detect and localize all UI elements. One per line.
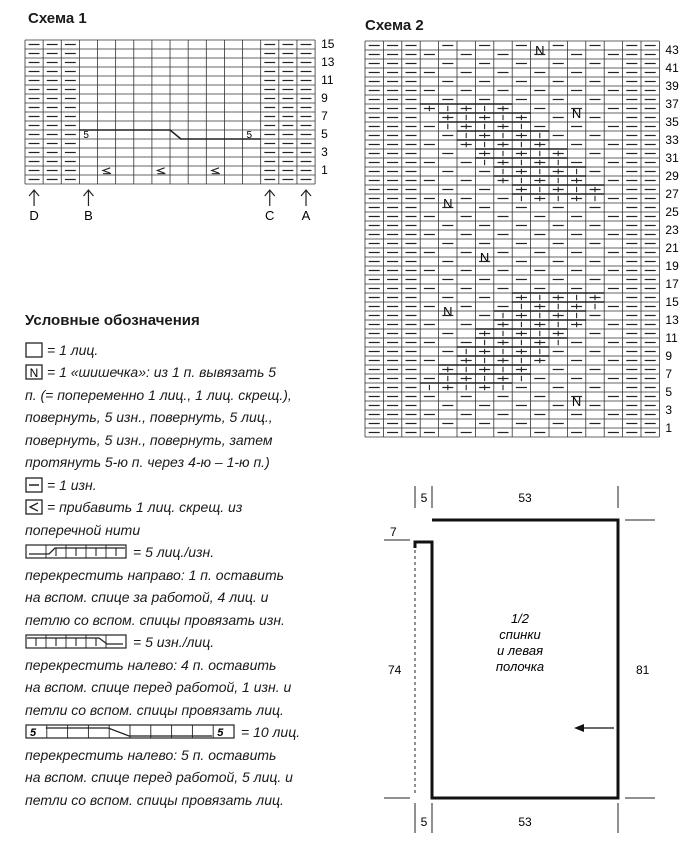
scheme2-title: Схема 2 [365, 17, 424, 34]
legend-title: Условные обозначения [25, 312, 200, 329]
dim-bottom-right: 53 [518, 815, 532, 829]
row-number: 33 [665, 133, 679, 147]
dim-top-left: 5 [420, 491, 428, 505]
legend-text: перекрестить налево: 5 п. оставить [25, 746, 277, 763]
row-number: 25 [665, 205, 679, 219]
increase-symbol-icon [25, 499, 43, 515]
increase-stitch [103, 168, 110, 173]
row-number: 15 [321, 37, 335, 51]
cross-line [27, 638, 123, 644]
cross-10-symbol-icon [25, 724, 237, 740]
increase-stitch [212, 168, 219, 173]
column-label: C [265, 208, 275, 223]
legend-text: перекрестить направо: 1 п. оставить [25, 566, 284, 583]
legend-item-cross-left: = 5 изн./лиц. [25, 631, 355, 654]
cable-number: 5 [217, 727, 224, 739]
row-number: 43 [665, 43, 679, 57]
row-number: 19 [665, 259, 679, 273]
row-number: 35 [665, 115, 679, 129]
legend [25, 310, 355, 811]
column-label: A [301, 208, 311, 223]
dim-side-small: 7 [390, 525, 397, 539]
row-number: 41 [665, 61, 679, 75]
legend-text: протянуть 5-ю п. через 4-ю – 1-ю п.) [25, 454, 270, 470]
piece-label-2: спинки [499, 627, 541, 642]
row-number: 29 [665, 169, 679, 183]
row-number: 9 [321, 91, 328, 105]
row-number: 5 [665, 385, 673, 399]
legend-text: на вспом. спице за работой, 4 лиц. и [25, 589, 269, 605]
row-number: 1 [665, 421, 673, 435]
bobble-stitch: N [571, 394, 582, 409]
piece-label-3: и левая [496, 643, 544, 658]
row-number: 27 [665, 187, 679, 201]
legend-text: поперечной нити [25, 521, 141, 538]
legend-item-knit: = 1 лиц. [25, 339, 355, 362]
legend-text: повернуть, 5 изн., повернуть, затем [25, 431, 273, 448]
legend-item-bobble: N = 1 «шишечка»: из 1 п. вывязать 5 [25, 361, 355, 384]
cross-left-symbol-icon [25, 634, 129, 650]
knit-symbol-icon [25, 342, 43, 358]
cable-number: 5 [83, 130, 89, 141]
scheme1-title: Схема 1 [28, 10, 87, 27]
row-number: 37 [665, 97, 679, 111]
cross-line [46, 728, 212, 736]
legend-text: петли со вспом. спицы провязать лиц. [25, 791, 284, 808]
cross-right-symbol-icon [25, 544, 129, 560]
pattern-schematic [370, 478, 670, 848]
cross-line [29, 548, 125, 554]
legend-text: петлю со вспом. спицы провязать изн. [25, 611, 285, 628]
dim-right-height: 81 [636, 663, 650, 677]
bobble-stitch: N [479, 250, 490, 265]
piece-label-1: 1/2 [510, 611, 530, 626]
column-label: D [29, 208, 39, 223]
row-number: 13 [321, 55, 335, 69]
row-number: 17 [665, 277, 679, 291]
legend-text: петли со вспом. спицы провязать лиц. [25, 701, 284, 718]
cable-number: 5 [30, 727, 37, 739]
legend-text: на вспом. спице перед работой, 5 лиц. и [25, 769, 293, 785]
column-label: B [84, 208, 93, 223]
purl-symbol-icon [25, 477, 43, 493]
row-number: 5 [321, 127, 328, 141]
row-number: 31 [665, 151, 679, 165]
dim-left-height: 74 [388, 663, 402, 677]
svg-text:N: N [29, 366, 39, 380]
bobble-stitch: N [443, 196, 453, 211]
scheme1-chart [20, 30, 350, 230]
legend-text: повернуть, 5 изн., повернуть, 5 лиц., [25, 409, 273, 425]
bobble-symbol-icon [25, 364, 43, 380]
row-number: 39 [665, 79, 679, 93]
scheme2-chart [360, 36, 690, 446]
row-number: 23 [665, 223, 679, 237]
arrow-left-icon [574, 724, 584, 732]
row-number: 9 [665, 349, 673, 363]
legend-item-cross-10: 5 5 = 10 лиц. [25, 721, 355, 744]
row-number: 3 [321, 145, 328, 159]
piece-label-4: полочка [495, 659, 545, 674]
row-number: 7 [665, 367, 673, 381]
row-number: 7 [321, 109, 328, 123]
dim-top-right: 53 [518, 491, 532, 505]
increase-stitch [157, 168, 164, 173]
row-number: 11 [321, 73, 334, 87]
row-number: 3 [665, 403, 673, 417]
legend-text: п. (= попеременно 1 лиц., 1 лиц. скрещ.), [25, 386, 292, 403]
legend-item-purl: = 1 изн. [25, 474, 355, 497]
legend-item-increase: = прибавить 1 лиц. скрещ. из [25, 496, 355, 519]
cable-number: 5 [246, 130, 253, 141]
row-number: 1 [321, 163, 328, 177]
row-number: 11 [665, 331, 678, 345]
legend-item-cross-right: = 5 лиц./изн. [25, 541, 355, 564]
legend-text: перекрестить налево: 4 п. оставить [25, 656, 277, 673]
bobble-stitch: N [443, 304, 453, 319]
row-number: 15 [665, 295, 679, 309]
row-number: 13 [665, 313, 679, 327]
dim-bottom-left: 5 [420, 815, 428, 829]
bobble-stitch: N [535, 43, 545, 58]
row-number: 21 [665, 241, 679, 255]
legend-text: на вспом. спице перед работой, 1 изн. и [25, 679, 292, 695]
bobble-stitch: N [571, 106, 582, 121]
